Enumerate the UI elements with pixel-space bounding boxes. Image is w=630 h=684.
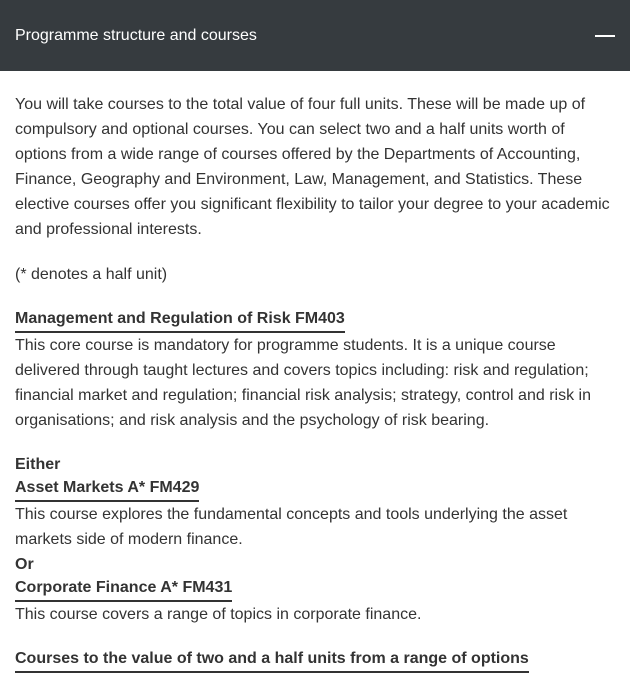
asset-markets-description: This course explores the fundamental concepts and tools underlying the asset markets side of modern finance.	[15, 506, 568, 548]
options-heading-block	[15, 648, 620, 673]
minus-icon[interactable]	[595, 35, 615, 37]
core-course-description: This core course is mandatory for programme students. It is a unique course delivered through taught lectures and covers topics including: risk and regulation; financial market and regulation; financial risk analysis; strategy, control and risk in organisations; and risk analysis and the psychology of risk bearing.	[15, 337, 591, 429]
accordion-title: Programme structure and courses	[15, 26, 257, 44]
corporate-finance-link[interactable]: Corporate Finance A* FM431	[15, 577, 232, 602]
core-course-block	[15, 308, 620, 433]
options-heading-link[interactable]: Courses to the value of two and a half units from a range of options	[15, 648, 529, 673]
asset-markets-link[interactable]: Asset Markets A* FM429	[15, 477, 199, 502]
accordion-header[interactable]	[0, 0, 630, 71]
intro-paragraph: You will take courses to the total value of four full units. These will be made up of compulsory and optional courses. You can select two and a half units worth of options from a wide range of courses offered by the Departments of Accounting, Finance, Geography and Environment, Law, Management, and Statistics. These elective courses offer you significant flexibility to tailor your degree to your academic and professional interests.	[15, 96, 610, 238]
either-label: Either	[15, 456, 61, 473]
core-course-link[interactable]: Management and Regulation of Risk FM403	[15, 308, 345, 333]
corporate-finance-description: This course covers a range of topics in corporate finance.	[15, 606, 422, 623]
or-label: Or	[15, 556, 34, 573]
either-or-block	[15, 452, 620, 627]
half-unit-note: (* denotes a half unit)	[15, 266, 168, 283]
